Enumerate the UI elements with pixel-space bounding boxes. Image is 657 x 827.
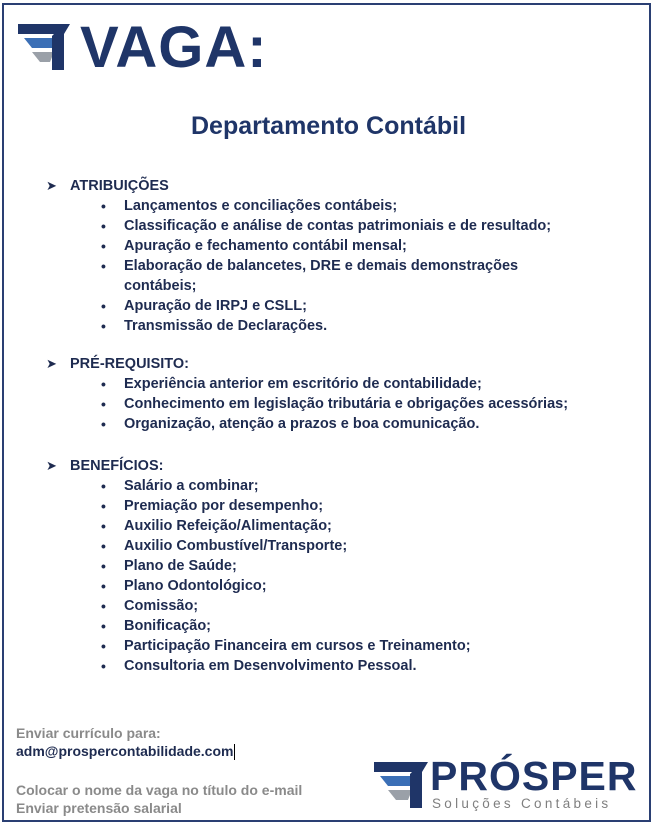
email-link[interactable]: adm@prospercontabilidade.com: [16, 743, 234, 759]
list-item: • Participação Financeira em cursos e Treinamento;: [101, 638, 471, 654]
list-item: • Lançamentos e conciliações contábeis;: [101, 198, 398, 214]
list-item: • Experiência anterior em escritório de contabilidade;: [101, 376, 482, 392]
list-item: • Auxilio Refeição/Alimentação;: [101, 518, 332, 534]
section-heading-label: BENEFÍCIOS:: [70, 458, 164, 474]
bullet-icon: •: [101, 218, 106, 234]
pre-requisito-list: [46, 374, 654, 434]
brand-tagline: Soluções Contábeis: [432, 796, 612, 811]
bullet-icon: •: [101, 518, 106, 534]
bullet-icon: •: [101, 598, 106, 614]
list-item: • Apuração de IRPJ e CSLL;: [101, 298, 307, 314]
bullet-icon: •: [101, 298, 106, 314]
bullet-icon: •: [101, 478, 106, 494]
section-heading-label: PRÉ-REQUISITO:: [70, 356, 189, 372]
section-heading-label: ATRIBUIÇÕES: [70, 178, 169, 194]
section-atribuicoes: [46, 176, 624, 336]
list-item: • Plano Odontológico;: [101, 578, 267, 594]
atribuicoes-list: [46, 196, 624, 336]
bullet-icon: •: [101, 198, 106, 214]
list-item: • Transmissão de Declarações.: [101, 318, 328, 334]
list-item: • Salário a combinar;: [101, 478, 259, 494]
bullet-icon: •: [101, 578, 106, 594]
list-item: • Bonificação;: [101, 618, 212, 634]
instruction-subject: Colocar o nome da vaga no título do e-mail: [16, 782, 303, 798]
page-title: VAGA:: [80, 15, 268, 80]
list-item: • Classificação e análise de contas patrimoniais e de resultado;: [101, 218, 552, 234]
arrow-right-icon: ➤: [46, 178, 57, 193]
list-item: • Auxilio Combustível/Transporte;: [101, 538, 348, 554]
prosper-logo-icon: [18, 22, 70, 70]
prosper-logo-icon: [374, 760, 428, 808]
list-item: • Conhecimento em legislação tributária e obrigações acessórias;: [101, 396, 569, 412]
arrow-right-icon: ➤: [46, 356, 57, 371]
contact-email[interactable]: [16, 741, 235, 761]
list-item: • Organização, atenção a prazos e boa comunicação.: [101, 416, 480, 432]
bullet-icon: •: [101, 538, 106, 554]
section-heading: [46, 176, 624, 196]
bullet-icon: •: [101, 498, 106, 514]
bullet-icon: •: [101, 318, 106, 334]
send-resume-label: Enviar currículo para:: [16, 725, 161, 741]
bullet-icon: •: [101, 618, 106, 634]
bullet-icon: •: [101, 558, 106, 574]
beneficios-list: [46, 476, 624, 676]
bullet-icon: •: [101, 658, 106, 674]
arrow-right-icon: ➤: [46, 458, 57, 473]
bullet-icon: •: [101, 238, 106, 254]
list-item: • Apuração e fechamento contábil mensal;: [101, 238, 407, 254]
brand-logo: [374, 753, 638, 816]
section-heading: [46, 354, 654, 374]
list-item: • Elaboração de balancetes, DRE e demais demonstrações contábeis;: [101, 258, 519, 294]
bullet-icon: •: [101, 376, 106, 392]
department-title: Departamento Contábil: [190, 112, 467, 140]
bullet-icon: •: [101, 396, 106, 412]
section-beneficios: [46, 456, 624, 676]
section-heading: [46, 456, 624, 476]
bullet-icon: •: [101, 258, 106, 274]
bullet-icon: •: [101, 416, 106, 432]
list-item: • Consultoria em Desenvolvimento Pessoal.: [101, 658, 417, 674]
bullet-icon: •: [101, 638, 106, 654]
instruction-salary: Enviar pretensão salarial: [16, 800, 182, 816]
list-item: • Comissão;: [101, 598, 199, 614]
list-item: • Plano de Saúde;: [101, 558, 237, 574]
list-item: • Premiação por desempenho;: [101, 498, 324, 514]
brand-name: PRÓSPER: [430, 753, 638, 799]
text-cursor: [234, 744, 235, 760]
section-pre-requisito: [46, 354, 654, 434]
